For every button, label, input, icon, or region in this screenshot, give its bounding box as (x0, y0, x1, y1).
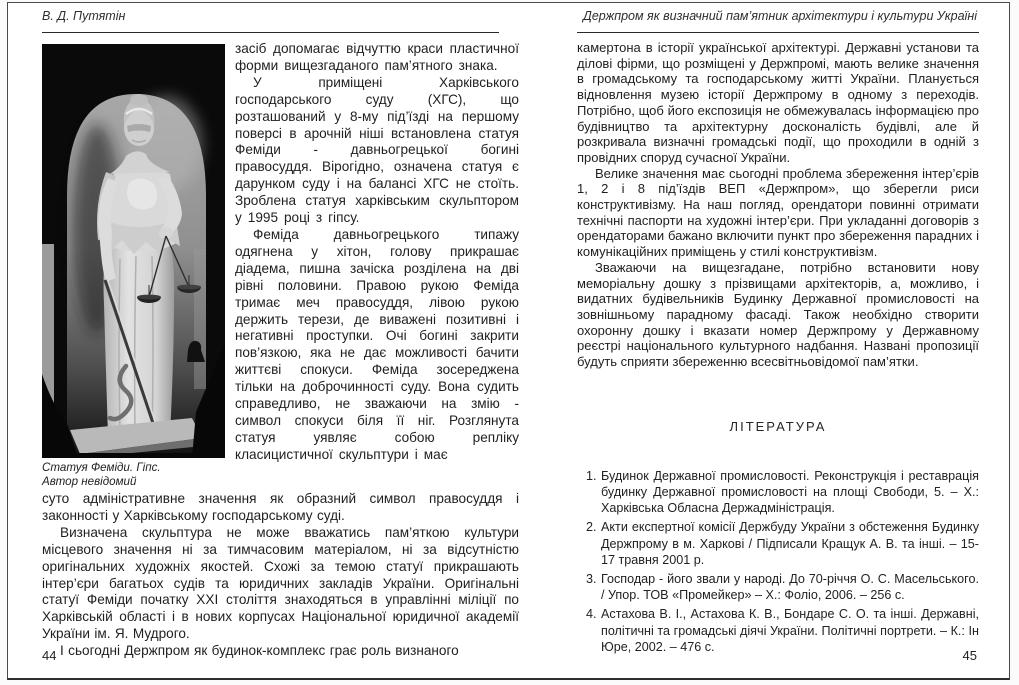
page-number-left: 44 (42, 648, 57, 663)
figure-caption-line1: Статуя Феміди. Гіпс. (42, 461, 161, 474)
full-width-text (42, 491, 519, 660)
running-head-author: В. Д. Путятін (42, 9, 126, 23)
femida-statue-photo (42, 44, 225, 458)
references-list (577, 468, 979, 655)
page-number-right: 45 (962, 648, 977, 663)
header-rule-left (42, 32, 499, 33)
figure-caption (42, 458, 225, 488)
figure-caption-line2: Автор невідомий (42, 474, 137, 488)
wrapped-text-column (235, 40, 519, 464)
paragraph: У приміщені Харківського господарського суду (ХГС), що розташований у 8-му під’їзді на першому поверсі в арочній ніші встановлена статуя Феміди - давньогрецької богині правосуддя. Вірогідно, означена статуя є дарунком суду і на балансі ХГС не стоїть. Зроблена статуя харківським скульптором у 1995 році з гіпсу. (235, 74, 519, 226)
paragraph: суто адміністративне значення як образний символ правосуддя і законності у Харківському господарському суді. (42, 491, 519, 523)
page-45 (577, 40, 979, 658)
paragraph: І сьогодні Держпром як будинок-комплекс грає роль визнаного (60, 643, 459, 659)
literature-heading: ЛІТЕРАТУРА (729, 418, 827, 434)
paragraph: Феміда давньогрецького типажу одягнена у хітон, голову прикрашає діадема, пишна зачіска розділена на дві рівні половини. Правою рукою Феміда тримає меч правосуддя, лівою рукою держить терези, де виважені позитивні і негативні проступки. Очі богині закрити пов’язкою, яка не дає можливості бачити життєві спокуси. Феміда зосереджена тільки на доброчинності суду. Вона судить справедливо, не зважаючи на змію - символ спокуси біля її ніг. Розглянута статуя уявляє собою репліку класицистичної скульптури і має (235, 226, 519, 462)
image-text-row (42, 40, 519, 488)
paragraph: Велике значення має сьогодні проблема збереження інтер’єрів 1, 2 і 8 під’їздів ВЕП «Держпром», що зберегли риси конструктивізму. На наш погляд, орендатори повинні отримати технічні паспорти на художні інтер’єри. При укладанні договорів з орендаторами бажано включити пункт про збереження парадних і комунікаційних приміщень у стилі конструктивізм. (577, 165, 979, 260)
paragraph: засіб допомагає відчуттю краси пластичної форми вищезгаданого пам’ятного знака. (235, 41, 519, 73)
book-spread-sheet (7, 2, 1010, 680)
reference-item: 3. Господар - його звали у народі. До 70-річчя О. С. Масельського. / Упор. ТОВ «Промейкер» – Х.: Фоліо, 2006. – 256 с. (600, 571, 979, 603)
paragraph: Зважаючи на вищезгадане, потрібно встановити нову меморіальну дошку з прізвищами архітекторів, а, можливо, і видатних будівельників Будинку Державної промисловості на зовнішньому парадному фасаді. Також необхідно створити охоронну дошку і вказати номер Держпрому у Державному реєстрі національного культурного надбання. Названі пропозиції будуть сприяти збереженню всесвітньовідомої пам’ятки. (577, 259, 979, 370)
paragraph: камертона в історії української архітектурі. Державні установи та ділові фірми, що розміщені у Держпромі, мають велике значення в громадському та господарському житті України. Планується відновлення музею історії Держпрому в одному з переходів. Потрібно, щоб його експозиція не обмежувалась інформацією про будівництво та архітектурну досконалість будівлі, але й розкривала визначні громадські події, що проходили в одній з провідних споруд сучасної України. (577, 40, 979, 165)
page-44 (42, 40, 519, 660)
paragraph: Визначена скульптура не може вважатись пам’яткою культури місцевого значення ні за тимчасовим матеріалом, ні за відсутністю оригінальних художніх якостей. Схожі за темою статуї прикрашають інтер’єри багатьох судів та юридичних закладів України. Оригінальні статуї Феміди початку XXI століття знаходяться в управлінні міліції по Харківській області і в нових корпусах Національної юридичної академії України ім. Я. Мудрого. (42, 524, 519, 642)
reference-item: 1. Будинок Державної промисловості. Реконструкція і реставрація будинку Державної промисловості на площі Свободи, 5. – Х.: Харківська Обласна Держадміністрація. (600, 468, 979, 517)
reference-item: 4. Астахова В. І., Астахова К. В., Бондаре С. О. та інші. Державні, політичні та громадські діячі України. Політичні портрети. – К.: Ін Юре, 2002. – 476 с. (600, 606, 979, 655)
reference-item: 2. Акти експертної комісії Держбуду України з обстеження Будинку Держпрому в м. Харкові / Підписали Кращук А. В. та інші. – 15-17 травня 2001 р. (600, 519, 979, 568)
header-rule-right (577, 32, 979, 33)
statue-figure (42, 44, 225, 488)
running-head-title: Держпром як визначний пам’ятник архітектури і культури Україні (583, 9, 977, 23)
